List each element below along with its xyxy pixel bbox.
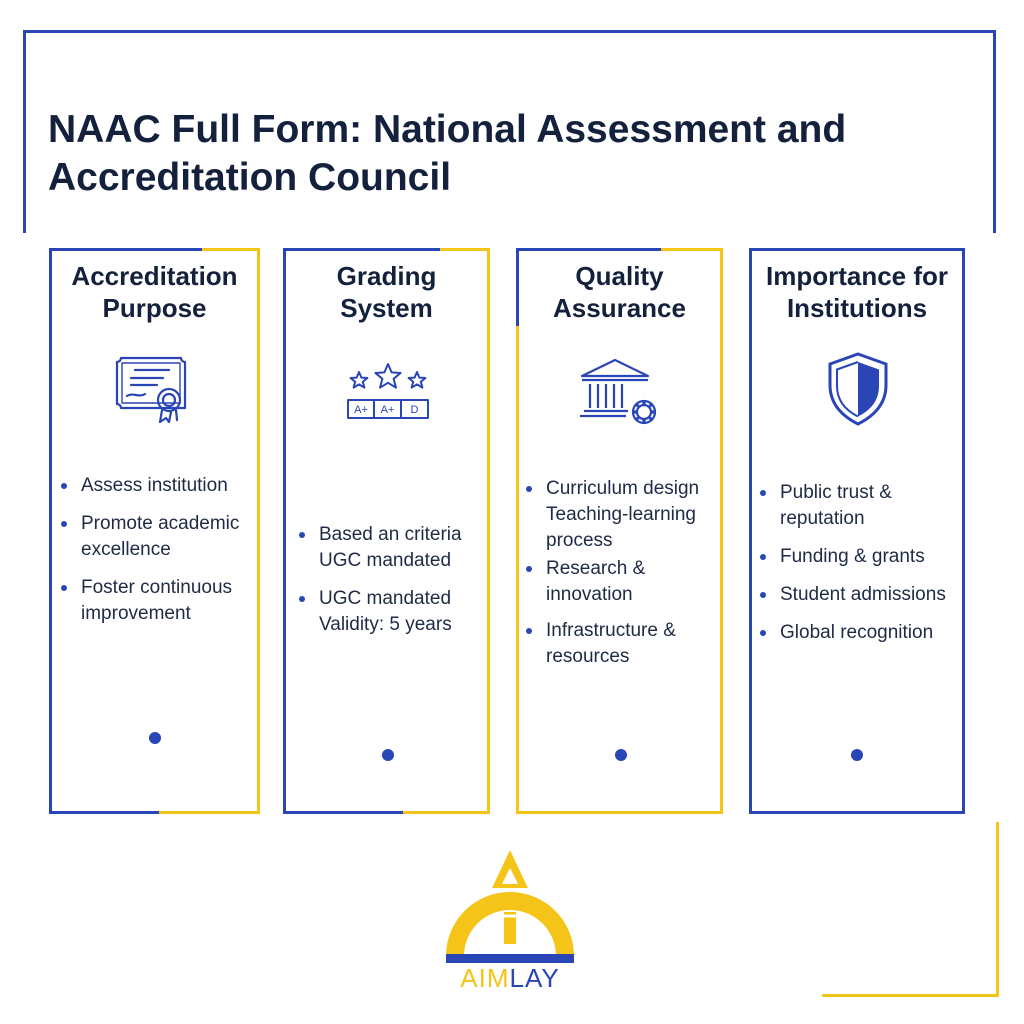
list-item: Promote academic excellence (59, 511, 254, 563)
certificate-icon (115, 354, 195, 431)
logo-text-part2: LAY (509, 963, 560, 993)
bullet-list (297, 522, 482, 650)
logo-wordmark (440, 962, 580, 994)
list-item: Based an criteria UGC mandated (297, 522, 482, 574)
card-importance-for-institutions (749, 248, 965, 814)
bullet-list (59, 473, 254, 639)
card-dot (382, 749, 394, 761)
shield-icon (826, 351, 890, 432)
grade-label: A+ (380, 404, 395, 416)
card-title: Accreditation Purpose (71, 261, 238, 323)
list-item: Funding & grants (758, 544, 962, 570)
logo-text-part1: AIM (460, 963, 510, 993)
card-accreditation-purpose (49, 248, 260, 814)
list-item: Global recognition (758, 620, 962, 646)
corner-accent (822, 822, 999, 997)
institution-gear-icon (578, 356, 664, 437)
list-item: Assess institution (59, 473, 254, 499)
card-dot (615, 749, 627, 761)
grade-label: A+ (354, 404, 368, 416)
list-item: Curriculum design Teaching-learning process (524, 476, 722, 554)
card-title: Importance for Institutions (765, 261, 949, 323)
card-quality-assurance (516, 248, 723, 814)
list-item: Infrastructure & resources (524, 618, 722, 670)
page-title-line-1: NAAC Full Form: National Assessment and (48, 108, 847, 151)
list-item: Student admissions (758, 582, 962, 608)
card-title: Grading System (336, 261, 437, 323)
star-rating-icon (345, 362, 431, 427)
bullet-list (524, 476, 722, 670)
card-title: Quality Assurance (553, 261, 686, 323)
page-title-line-2: Accreditation Council (48, 156, 452, 199)
card-dot (149, 732, 161, 744)
list-item: Public trust & reputation (758, 480, 962, 532)
list-item: Foster continuous improvement (59, 575, 254, 627)
list-item: UGC mandated Validity: 5 years (297, 586, 482, 638)
page-title (48, 106, 948, 202)
bullet-list (758, 480, 962, 658)
list-item: Research & innovation (524, 556, 722, 608)
grade-label: D (410, 404, 419, 416)
card-dot (851, 749, 863, 761)
card-grading-system (283, 248, 490, 814)
